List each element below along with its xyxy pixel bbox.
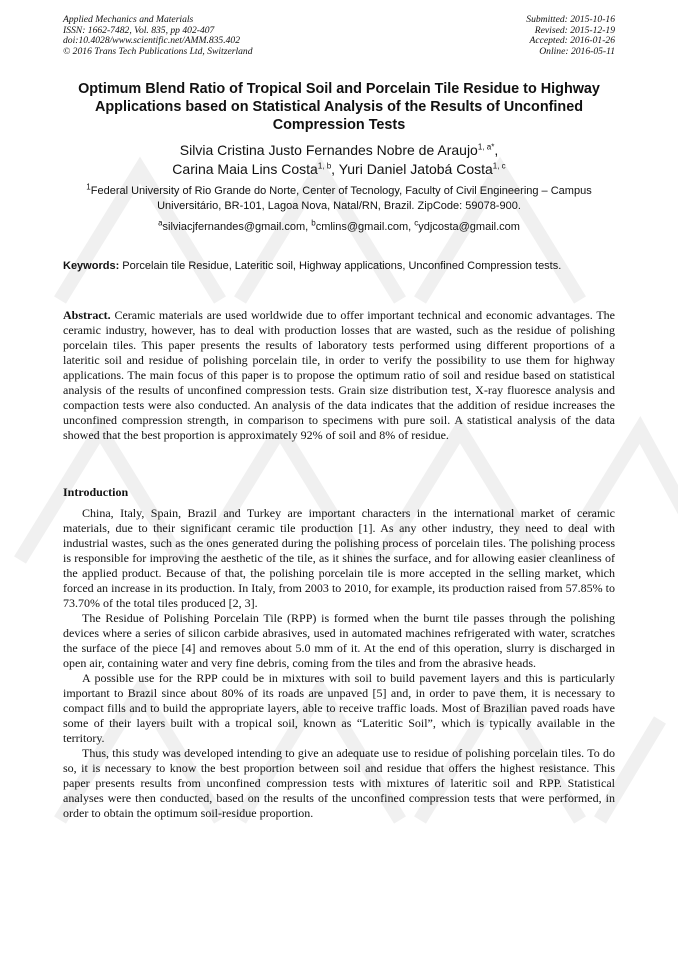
author-list xyxy=(60,141,618,179)
affiliation-text: Federal University of Rio Grande do Norte, Center of Tecnology, Faculty of Civil Engineering – Campus Universitário, BR-101, Lagoa Nova, Natal/RN, Brazil. ZipCode: 59078-900. xyxy=(90,185,592,212)
author-affil-mark: 1, b xyxy=(317,161,332,171)
journal-issn: ISSN: 1662-7482, Vol. 835, pp 402-407 xyxy=(63,24,215,36)
author-line-2: Carina Maia Lins Costa$^{1, b}$, Yuri Daniel Jatobá Costa$^{1, c}$ xyxy=(172,161,506,177)
email-link[interactable]: silviacjfernandes@gmail.com, xyxy=(162,221,312,233)
paragraph: The Residue of Polishing Porcelain Tile (RPP) is formed when the burnt tile passes through the polishing devices where a series of silicon carbide abrasives, used in automated machines refrigerated with water, scratches the surface of the piece [4] and removes about 5.0 mm of it. At the end of this operation, slurry is discharged in open air, containing water and very fine debris, coming from the tiles and from the abrasive heads. xyxy=(63,611,615,670)
paragraph: Thus, this study was developed intending to give an adequate use to residue of polishing porcelain tiles. To do so, it is necessary to know the best proportion between soil and residue that offers the highest resistance. This paper presents results from unconfined compression tests with mixtures of lateritic soil and RPP. Statistical analyses were then conducted, based on the results of the unconfined compression tests that were performed, in order to obtain the optimum soil-residue proportion. xyxy=(63,746,615,820)
affiliation xyxy=(62,184,616,213)
date-online: Online: 2016-05-11 xyxy=(539,45,615,57)
author-name: Silvia Cristina Justo Fernandes Nobre de Araujo xyxy=(179,142,478,158)
author-affil-mark: 1, a* xyxy=(477,142,495,152)
email-link[interactable]: ydjcosta@gmail.com xyxy=(418,221,520,233)
journal-name: Applied Mechanics and Materials xyxy=(63,14,194,25)
email-link[interactable]: cmlins@gmail.com, xyxy=(315,221,415,233)
paper-title: Optimum Blend Ratio of Tropical Soil and Porcelain Tile Residue to Highway Applications based on Statistical Analysis of the Results of Unconfined Compression Tests xyxy=(78,81,600,133)
abstract xyxy=(63,308,615,443)
affiliation-mark: 1 xyxy=(86,182,91,192)
paragraph: China, Italy, Spain, Brazil and Turkey are important characters in the international market of ceramic materials, due to their significant ceramic tile production [1]. As any other industry, they need to deal with industrial wastes, such as the ones generated during the polishing process of porcelain tiles. The polishing process is responsible for improving the aesthetic of the tile, as it shines the surface, and for allowing easier cleanliness of the applied product. Because of that, the polishing porcelain tile is more accepted in the selling market, which forced an increase in its production. In Italy, from 2003 to 2010, for example, its production raised from 57.85% to 73.70% of the total tiles produced [2, 3]. xyxy=(63,506,615,610)
author-emails xyxy=(62,220,616,234)
email-mark: c xyxy=(414,218,419,228)
keywords-label: Keywords: xyxy=(63,260,120,272)
email-mark: a xyxy=(158,218,163,228)
keywords-text: Porcelain tile Residue, Lateritic soil, Highway applications, Unconfined Compression tests. xyxy=(119,260,562,272)
date-accepted: Accepted: 2016-01-26 xyxy=(529,35,615,46)
doi-link[interactable]: doi:10.4028/www.scientific.net/AMM.835.402 xyxy=(63,35,241,46)
date-revised: Revised: 2015-12-19 xyxy=(534,24,615,36)
author-line-1: Silvia Cristina Justo Fernandes Nobre de Araujo$^{1, a*}$, xyxy=(179,142,499,158)
date-submitted: Submitted: 2015-10-16 xyxy=(526,14,615,25)
publication-dates xyxy=(526,15,615,57)
copyright: © 2016 Trans Tech Publications Ltd, Switzerland xyxy=(63,45,253,57)
journal-info xyxy=(63,15,253,57)
author-affil-mark: 1, c xyxy=(492,161,506,171)
email-mark: b xyxy=(311,218,316,228)
abstract-label: Abstract. xyxy=(63,308,111,322)
section-heading-introduction: Introduction xyxy=(63,485,129,499)
author-name: Carina Maia Lins Costa xyxy=(172,161,318,177)
author-name: Yuri Daniel Jatobá Costa xyxy=(338,161,493,177)
introduction-body xyxy=(63,506,615,821)
abstract-text: Ceramic materials are used worldwide due to offer important technical and economic advantages. The ceramic industry, however, has to deal with production losses that are wasted, such as the residue of polishing porcelain tiles. This paper presents the results of laboratory tests performed using different proportions of a lateritic soil and residue of polishing porcelain tile, in order to verify the possibility to use them for highway applications. The main focus of this paper is to propose the optimum ratio of soil and residue based on statistical analysis of the results of unconfined compression tests. Grain size distribution test, X-ray fluoresce analysis and compaction tests were also conducted. An analysis of the data indicates that the addition of residue increases the unconfined compression strength, in comparison to specimens with pure soil. A statistical analysis of the data showed that the best proportion is approximately 92% of soil and 8% of residue. xyxy=(63,308,615,442)
keywords xyxy=(63,259,615,274)
paragraph: A possible use for the RPP could be in mixtures with soil to build pavement layers and this is particularly important to Brazil since about 80% of its roads are unpaved [5] and, in order to pave them, it is necessary to compact fills and to build the appropriate layers, able to receive traffic loads. Most of Brazilian paved roads have some of their layers built with a tropical soil, known as “Lateritic Soil”, which is typically available in the territory. xyxy=(63,671,615,745)
